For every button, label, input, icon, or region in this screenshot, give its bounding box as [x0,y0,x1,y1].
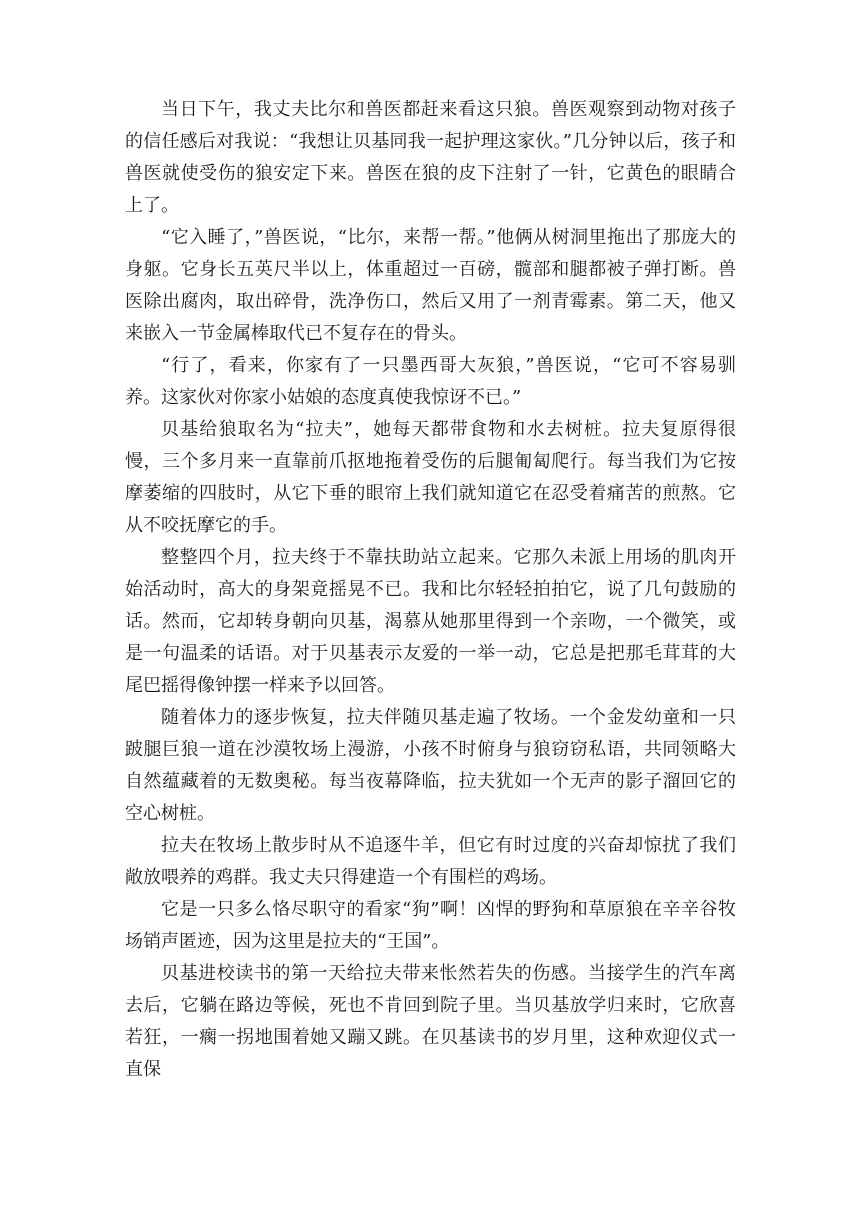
paragraph-5: 整整四个月，拉夫终于不靠扶助站立起来。它那久未派上用场的肌肉开始活动时，高大的身架竟摇晃不已。我和比尔轻轻拍拍它，说了几句鼓励的话。然而，它却转身朝向贝基，渴慕从她那里得到一个亲吻，一个微笑，或是一句温柔的话语。对于贝基表示友爱的一举一动，它总是把那毛茸茸的大尾巴摇得像钟摆一样来予以回答。 [125,547,736,696]
paragraph-2: “它入睡了，”兽医说，“比尔，来帮一帮。”他俩从树洞里拖出了那庞大的身躯。它身长五英尺半以上，体重超过一百磅，髋部和腿都被子弹打断。兽医除出腐肉，取出碎骨，洗净伤口，然后又用了一剂青霉素。第二天，他又来嵌入一节金属棒取代已不复存在的骨头。 [125,227,736,344]
paragraph-3: “行了，看来，你家有了一只墨西哥大灰狼，”兽医说，“它可不容易驯养。这家伙对你家小姑娘的态度真使我惊讶不已。” [125,355,736,408]
paragraph-8: 它是一只多么恪尽职守的看家“狗”啊！凶悍的野狗和草原狼在辛辛谷牧场销声匿迹，因为这里是拉夫的“王国”。 [125,899,736,952]
paragraph-4: 贝基给狼取名为“拉夫”，她每天都带食物和水去树桩。拉夫复原得很慢，三个多月来一直靠前爪抠地拖着受伤的后腿匍匐爬行。每当我们为它按摩萎缩的四肢时，从它下垂的眼帘上我们就知道它在忍受着痛苦的煎熬。它从不咬抚摩它的手。 [125,419,736,536]
paragraph-1: 当日下午，我丈夫比尔和兽医都赶来看这只狼。兽医观察到动物对孩子的信任感后对我说：“我想让贝基同我一起护理这家伙。”几分钟以后，孩子和兽医就使受伤的狼安定下来。兽医在狼的皮下注射了一针，它黄色的眼睛合上了。 [125,99,736,216]
paragraph-6: 随着体力的逐步恢复，拉夫伴随贝基走遍了牧场。一个金发幼童和一只跛腿巨狼一道在沙漠牧场上漫游，小孩不时俯身与狼窃窃私语，共同领略大自然蕴藏着的无数奥秘。每当夜幕降临，拉夫犹如一个无声的影子溜回它的空心树桩。 [125,707,736,824]
paragraph-7: 拉夫在牧场上散步时从不追逐牛羊，但它有时过度的兴奋却惊扰了我们敞放喂养的鸡群。我丈夫只得建造一个有围栏的鸡场。 [125,835,736,888]
paragraph-9: 贝基进校读书的第一天给拉夫带来怅然若失的伤感。当接学生的汽车离去后，它躺在路边等候，死也不肯回到院子里。当贝基放学归来时，它欣喜若狂，一瘸一拐地围着她又蹦又跳。在贝基读书的岁月里，这种欢迎仪式一直保 [125,963,736,1080]
article-body [125,94,736,1086]
